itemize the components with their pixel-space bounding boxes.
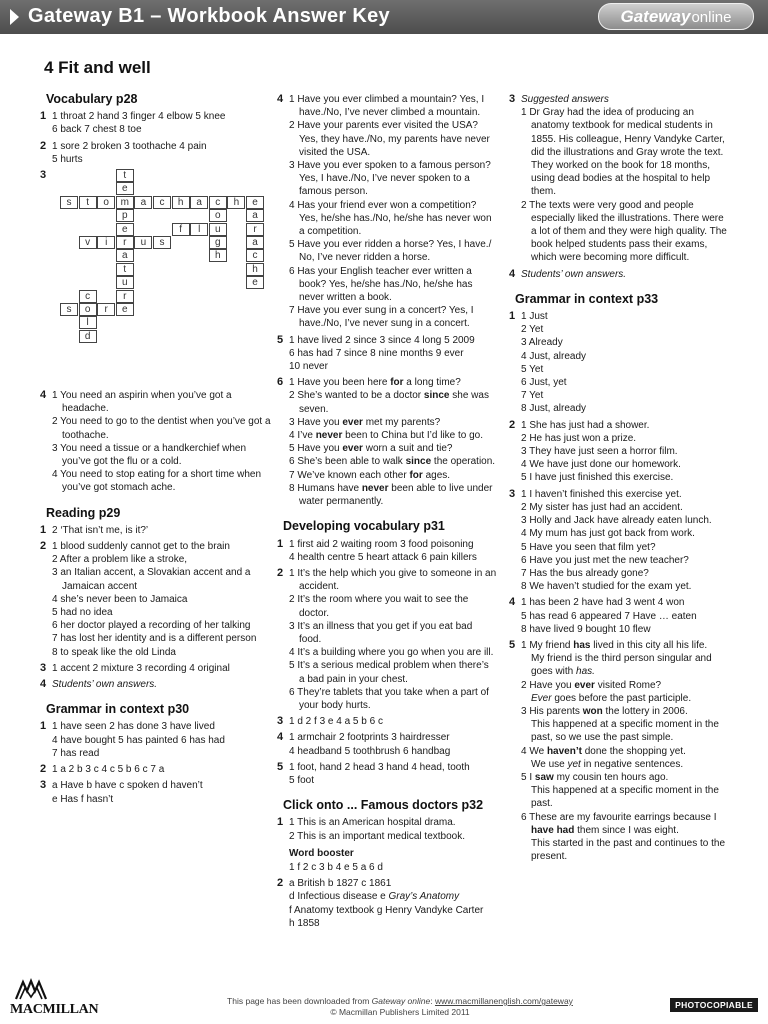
exercise-4 [40,678,272,691]
answer-line: 1 a 2 b 3 c 4 c 5 b 6 c 7 a [52,764,165,776]
crossword-cell [116,169,134,182]
answer-line: 1 first aid 2 waiting room 3 food poisoning [289,538,474,550]
crossword-letter: m [120,196,129,208]
exercise-2 [277,877,497,930]
suggested-answers-label: Suggested answers [521,94,609,105]
exercise-number: 4 [509,267,516,280]
crossword-letter: u [140,237,147,249]
logo-main-text: Gateway [620,7,691,26]
answer-line: 1 armchair 2 footprints 3 hairdresser [289,732,450,744]
column-1 [40,93,272,818]
answer-item: 5 Have you ever ridden a horse? Yes, I have./ No, I’ve never ridden a horse. [289,239,492,264]
answer-line: 4 Just, already [521,350,587,362]
crossword-letter: o [84,304,91,316]
exercise-4 [509,268,731,281]
exercise-number: 3 [40,661,47,674]
answer-item: 3 Have you ever met my parents? [289,416,441,428]
exercise-3 [40,662,272,675]
exercise-3 [509,93,731,265]
crossword-cell [209,196,227,209]
crossword-cell [134,236,152,249]
crossword-cell [79,290,97,303]
exercise-2 [509,419,731,485]
answer-item: 6 She’s been able to walk since the operation. [289,456,496,468]
photocopiable-badge: PHOTOCOPIABLE [670,998,758,1012]
crossword-letter: f [179,223,182,235]
crossword-letter: p [122,210,128,222]
crossword-letter: r [104,304,108,316]
crossword-letter: a [122,250,128,262]
crossword-letter: s [159,237,165,249]
answer-item: 1 My friend has lived in this city all his life. My friend is the third person singular and goes with has. [521,639,712,678]
answer-line: 8 have lived 9 bought 10 flew [521,623,651,635]
answer-line: 1 She has just had a shower. [521,419,650,431]
answer-item: 3 You need a tissue or a handkerchief when you’ve got the flu or a cold. [52,442,247,468]
exercise-6 [277,376,497,508]
answer-line: 1 throat 2 hand 3 finger 4 elbow 5 knee [52,111,226,123]
crossword-letter: r [123,290,127,302]
answer-item: 4 You need to stop eating for a short time when you’ve got stomach ache. [52,469,262,494]
answer-line: h 1858 [289,917,320,929]
crossword-letter: c [215,196,221,208]
answer-line: 1 accent 2 mixture 3 recording 4 original [52,662,230,674]
exercise-2 [40,763,272,776]
answer-line: 4 We have just done our homework. [521,459,681,471]
crossword-cell [172,196,190,209]
answer-line: 1 have lived 2 since 3 since 4 long 5 2009 [289,334,475,346]
answer-line: 5 foot [289,774,315,786]
exercise-number: 5 [509,638,516,651]
crossword-letter: u [122,277,128,289]
exercise-number: 4 [277,731,284,744]
crossword-letter: c [85,290,91,302]
crossword-letter: c [252,250,258,262]
crossword-letter: e [252,196,258,208]
answer-line: 1 Just [521,311,548,323]
exercise-number: 4 [509,596,516,609]
header-banner [0,0,768,34]
answer-item: 1 Have you been here for a long time? [289,377,461,389]
exercise-number: 6 [277,376,284,389]
crossword-letter: h [177,196,184,208]
answer-item: 6 These are my favourite earrings because I have had them since I was eight. This started in the past and continues to the present. [521,811,726,863]
gateway-online-logo [598,3,754,30]
page-footer [0,978,768,1024]
answer-item: 1 You need an aspirin when you’ve got a headache. [52,390,232,415]
answer-line: 6 Just, yet [521,377,567,389]
answer-line: 2 He has just won a prize. [521,432,637,444]
answer-item: 4 Has your friend ever won a competition? Yes, he/she has./No, he/she has never won a competition. [289,199,492,238]
logo-sub-text: online [691,9,732,26]
exercise-number: 1 [277,537,284,550]
exercise-number: 5 [277,760,284,773]
exercise-number: 3 [40,779,47,792]
exercise-number: 4 [40,678,47,691]
exercise-number: 1 [40,110,47,123]
crossword-letter: a [252,237,258,249]
crossword-cell [209,249,227,262]
crossword-letter: l [198,223,201,235]
crossword-letter: o [215,210,221,222]
crossword-cell [246,276,264,289]
answer-item: 6 Has your English teacher ever written a book? Yes, he/she has./No, he/she has never written a book. [289,265,473,304]
column-3 [509,93,731,875]
section-click-onto-continued [509,93,731,281]
answer-item: 6 her doctor played a recording of her talking [52,620,251,632]
crossword-grid [52,169,258,385]
answer-line: 2 Yet [521,324,544,336]
answer-line: e Has f hasn’t [52,793,114,805]
exercise-5 [509,639,731,863]
answer-line: 8 We haven’t studied for the exam yet. [521,581,692,593]
answer-line: 5 Yet [521,363,544,375]
exercise-3 [277,715,497,728]
exercise-5 [277,761,497,787]
crossword-letter: s [66,196,72,208]
answer-item: 2 After a problem like a stroke, [52,554,188,566]
answer-item: 5 had no idea [52,607,113,619]
answer-line: 1 This is an American hospital drama. [289,817,456,829]
answer-item: 3 His parents won the lottery in 2006. This happened at a specific moment in the past, so we use the past simple. [521,705,719,744]
exercise-4 [509,596,731,636]
crossword-letter: v [85,237,91,249]
crossword-letter: e [252,277,258,289]
crossword-cell [116,196,134,209]
exercise-4 [277,93,497,331]
answer-item: 2 The texts were very good and people especially liked the illustrations. There were a lot of them and they were high quality. The book helped students pass their exams, which were becoming more difficult. [521,199,727,264]
exercise-number: 4 [40,389,47,402]
crossword-cell [79,303,97,316]
exercise-number: 5 [277,333,284,346]
exercise-4 [277,731,497,757]
crossword-letter: d [84,330,91,342]
crossword-cell [190,196,208,209]
crossword-cell [60,196,78,209]
answer-item: 1 Have you ever climbed a mountain? Yes, I have./No, I’ve never climbed a mountain. [289,94,485,119]
answer-item: 4 We haven’t done the shopping yet. We use yet in negative sentences. [521,745,686,770]
crossword-letter: i [105,237,108,249]
exercise-5 [277,334,497,374]
gateway-link[interactable]: www.macmillanenglish.com/gateway [434,996,573,1006]
answer-line: a Have b have c spoken d haven’t [52,780,203,792]
answer-line: 5 hurts [52,153,83,165]
crossword-letter: e [122,183,128,195]
section-reading [40,507,272,692]
answer-item: 7 We’ve known each other for ages. [289,469,451,481]
copyright: © Macmillan Publishers Limited 2011 [330,1006,470,1017]
section-grammar-p30 [40,703,272,805]
crossword-cell [116,263,134,276]
section-heading: Grammar in context p33 [515,291,659,306]
answer-item: 7 Have you ever sung in a concert? Yes, I have./No, I’ve never sung in a concert. [289,305,474,330]
footer-notice [180,996,620,1017]
crossword-letter: g [215,237,221,249]
crossword-cell [153,196,171,209]
answer-item: 1 It’s the help which you give to someone in an accident. [289,567,497,593]
answer-line: 5 Have you seen that film yet? [521,541,656,553]
exercise-number: 3 [277,715,284,728]
crossword-cell [246,196,264,209]
exercise-number: 2 [509,418,516,431]
crossword-cell [116,303,134,316]
answer-item: 5 Have you ever worn a suit and tie? [289,443,453,455]
exercise-2 [40,140,272,166]
answer-line: 3 Holly and Jack have already eaten lunch. [521,515,712,527]
crossword-letter: e [122,223,128,235]
answer-line: 3 Already [521,337,563,349]
answer-line: 1 sore 2 broken 3 toothache 4 pain [52,140,207,152]
answer-line: 2 This is an important medical textbook. [289,830,466,842]
column-2 [277,93,497,942]
exercise-number: 2 [277,566,284,579]
crossword-cell [116,290,134,303]
download-notice: This page has been downloaded from Gateway online: www.macmillanenglish.com/gateway [227,996,573,1006]
answer-item: 2 It’s the room where you wait to see the doctor. [289,594,469,619]
answer-item: 2 Have your parents ever visited the USA? Yes, they have./No, my parents have never visited the USA. [289,120,490,158]
answer-line: 7 has read [52,747,100,759]
crossword-cell [116,236,134,249]
exercise-1 [40,524,272,537]
exercise-1 [509,310,731,416]
exercise-number: 1 [40,720,47,733]
exercise-number: 1 [509,310,516,323]
answer-line: 1 I haven’t finished this exercise yet. [521,488,682,500]
exercise-2 [277,567,497,712]
unit-title: 4 Fit and well [44,58,151,77]
section-click-onto [277,799,497,930]
exercise-1 [40,110,272,136]
crossword-cell [209,209,227,222]
crossword-cell [209,236,227,249]
macmillan-mark-icon [14,978,48,1000]
answer-line: 4 health centre 5 heart attack 6 pain killers [289,551,477,563]
crossword-letter: h [252,263,258,275]
word-booster-answers: 1 f 2 c 3 b 4 e 5 a 6 d [289,861,383,873]
exercise-4 [40,389,272,495]
crossword-letter: a [140,196,147,208]
crossword-letter: r [123,237,127,249]
answer-line: 8 Just, already [521,403,587,415]
answer-item: 1 Dr Gray had the idea of producing an anatomy textbook for medical students in 1855. His colleague, Henry Vandyke Carter, did the illustrations and Gray wrote the text. They worked on the book for 18 months, using dead bodies at the hospital to help them. [521,107,725,198]
word-booster-label: Word booster [289,847,354,859]
crossword-cell [60,303,78,316]
crossword-letter: u [215,223,221,235]
exercise-number: 3 [509,93,516,105]
answer-item: 6 They’re tablets that you take when a part of your body hurts. [289,686,489,711]
answer-item: 5 I saw my cousin ten hours ago. This happened at a specific moment in the past. [521,771,719,810]
answer-line: 6 back 7 chest 8 toe [52,124,142,136]
macmillan-brand: MACMILLAN [10,1002,99,1017]
crossword-cell [97,236,115,249]
section-grammar-p33 [509,293,731,864]
crossword-cell [246,209,264,222]
section-heading: Developing vocabulary p31 [283,519,445,534]
exercise-2 [40,540,272,659]
play-arrow-icon [10,9,19,25]
exercise-1 [277,816,497,874]
answer-line: 1 has been 2 have had 3 went 4 won [521,597,685,609]
answer-item: 3 Have you ever spoken to a famous person? Yes, I have./No, I’ve never spoken to a famous person. [289,160,491,198]
crossword-letter: c [159,196,165,208]
exercise-number: 2 [40,139,47,152]
answer-line: 3 They have just seen a horror film. [521,446,678,458]
crossword-letter: t [86,196,89,208]
answer-line: 1 have seen 2 has done 3 have lived [52,721,215,733]
crossword-cell [134,196,152,209]
crossword-cell [246,223,264,236]
section-developing-vocabulary [277,520,497,787]
answer-line: 7 Has the bus already gone? [521,567,649,579]
crossword-letter: o [103,196,109,208]
crossword-cell [116,249,134,262]
exercise-number: 3 [40,169,47,182]
exercise-3 [509,488,731,594]
answer-line: d Infectious disease e Gray’s Anatomy [289,891,460,903]
crossword-letter: l [86,317,89,329]
answer-line: 1 foot, hand 2 head 3 hand 4 head, tooth [289,761,470,773]
answer-line: 4 headband 5 toothbrush 6 handbag [289,745,451,757]
exercise-number: 2 [40,540,47,553]
exercise-number: 2 [40,763,47,776]
crossword-cell [116,223,134,236]
crossword-cell [97,303,115,316]
crossword-cell [97,196,115,209]
section-heading: Vocabulary p28 [46,92,138,106]
answer-item: 3 an Italian accent, a Slovakian accent and a Jamaican accent [52,567,251,592]
answer-line: f Anatomy textbook g Henry Vandyke Carter [289,904,484,916]
answer-line: 4 have bought 5 has painted 6 has had [52,734,225,746]
answer-item: 8 Humans have never been able to live under water permanently. [289,482,493,508]
answer-line: 5 has read 6 appeared 7 Have … eaten [521,610,697,622]
crossword-letter: h [215,250,221,262]
crossword-cell [79,316,97,329]
crossword-cell [246,236,264,249]
crossword-cell [209,223,227,236]
answer-item: 2 Have you ever visited Rome? Ever goes before the past participle. [521,679,692,704]
answer-item: 7 has lost her identity and is a different person [52,633,257,645]
crossword-letter: t [123,263,127,275]
answer-line: Students’ own answers. [521,268,627,280]
section-heading: Reading p29 [46,505,121,520]
page-title: Gateway B1 – Workbook Answer Key [28,5,390,27]
section-heading: Click onto ... Famous doctors p32 [283,798,484,813]
crossword-letter: a [252,210,258,222]
answer-item: 3 It’s an illness that you get if you eat bad food. [289,620,473,645]
exercise-1 [277,538,497,564]
answer-line: 4 My mum has just got back from work. [521,528,695,540]
section-grammar-p30-continued [277,93,497,508]
answer-item: 4 It’s a building where you go when you are ill. [289,647,494,659]
answer-line: 6 has had 7 since 8 nine months 9 ever [289,347,464,359]
answer-line: 2 ‘That isn’t me, is it?’ [52,524,149,536]
exercise-number: 4 [277,93,284,105]
exercise-number: 1 [40,523,47,536]
answer-line: 7 Yet [521,390,544,402]
exercise-number: 1 [277,816,284,829]
answer-line: 2 My sister has just had an accident. [521,501,683,513]
answer-item: 1 blood suddenly cannot get to the brain [52,541,230,553]
answer-line: Students’ own answers. [52,679,158,691]
crossword-letter: h [233,196,240,208]
crossword-cell [79,330,97,343]
crossword-cell [79,196,97,209]
section-heading: Grammar in context p30 [46,702,190,717]
crossword-cell [190,223,208,236]
answer-line: 10 never [289,361,328,373]
crossword-cell [227,196,245,209]
answer-item: 8 to speak like the old Linda [52,646,176,658]
answer-line: a British b 1827 c 1861 [289,878,392,890]
answer-line: 5 I have just finished this exercise. [521,472,674,484]
answer-item: 4 I’ve never been to China but I’d like to go. [289,430,484,442]
section-vocabulary [40,93,272,495]
crossword-cell [153,236,171,249]
crossword-cell [172,223,190,236]
answer-item: 2 You need to go to the dentist when you’ve got a toothache. [52,416,271,441]
exercise-3 [40,779,272,805]
exercise-1 [40,720,272,760]
crossword-cell [116,209,134,222]
crossword-letter: r [253,223,257,235]
exercise-number: 2 [277,877,284,890]
crossword-letter: t [123,170,127,182]
crossword-letter: s [66,304,72,316]
answer-item: 5 It’s a serious medical problem when there’s a bad pain in your chest. [289,660,489,685]
answer-item: 4 she’s never been to Jamaica [52,593,188,605]
crossword-cell [246,249,264,262]
exercise-3 [40,169,272,385]
crossword-letter: a [196,196,202,208]
exercise-number: 3 [509,487,516,500]
crossword-cell [116,182,134,195]
crossword-cell [79,236,97,249]
crossword-cell [246,263,264,276]
answer-line: 1 d 2 f 3 e 4 a 5 b 6 c [289,716,383,728]
crossword-letter: e [122,304,128,316]
answer-line: 6 Have you just met the new teacher? [521,554,689,566]
answer-item: 2 She’s wanted to be a doctor since she was seven. [289,390,489,415]
crossword-cell [116,276,134,289]
